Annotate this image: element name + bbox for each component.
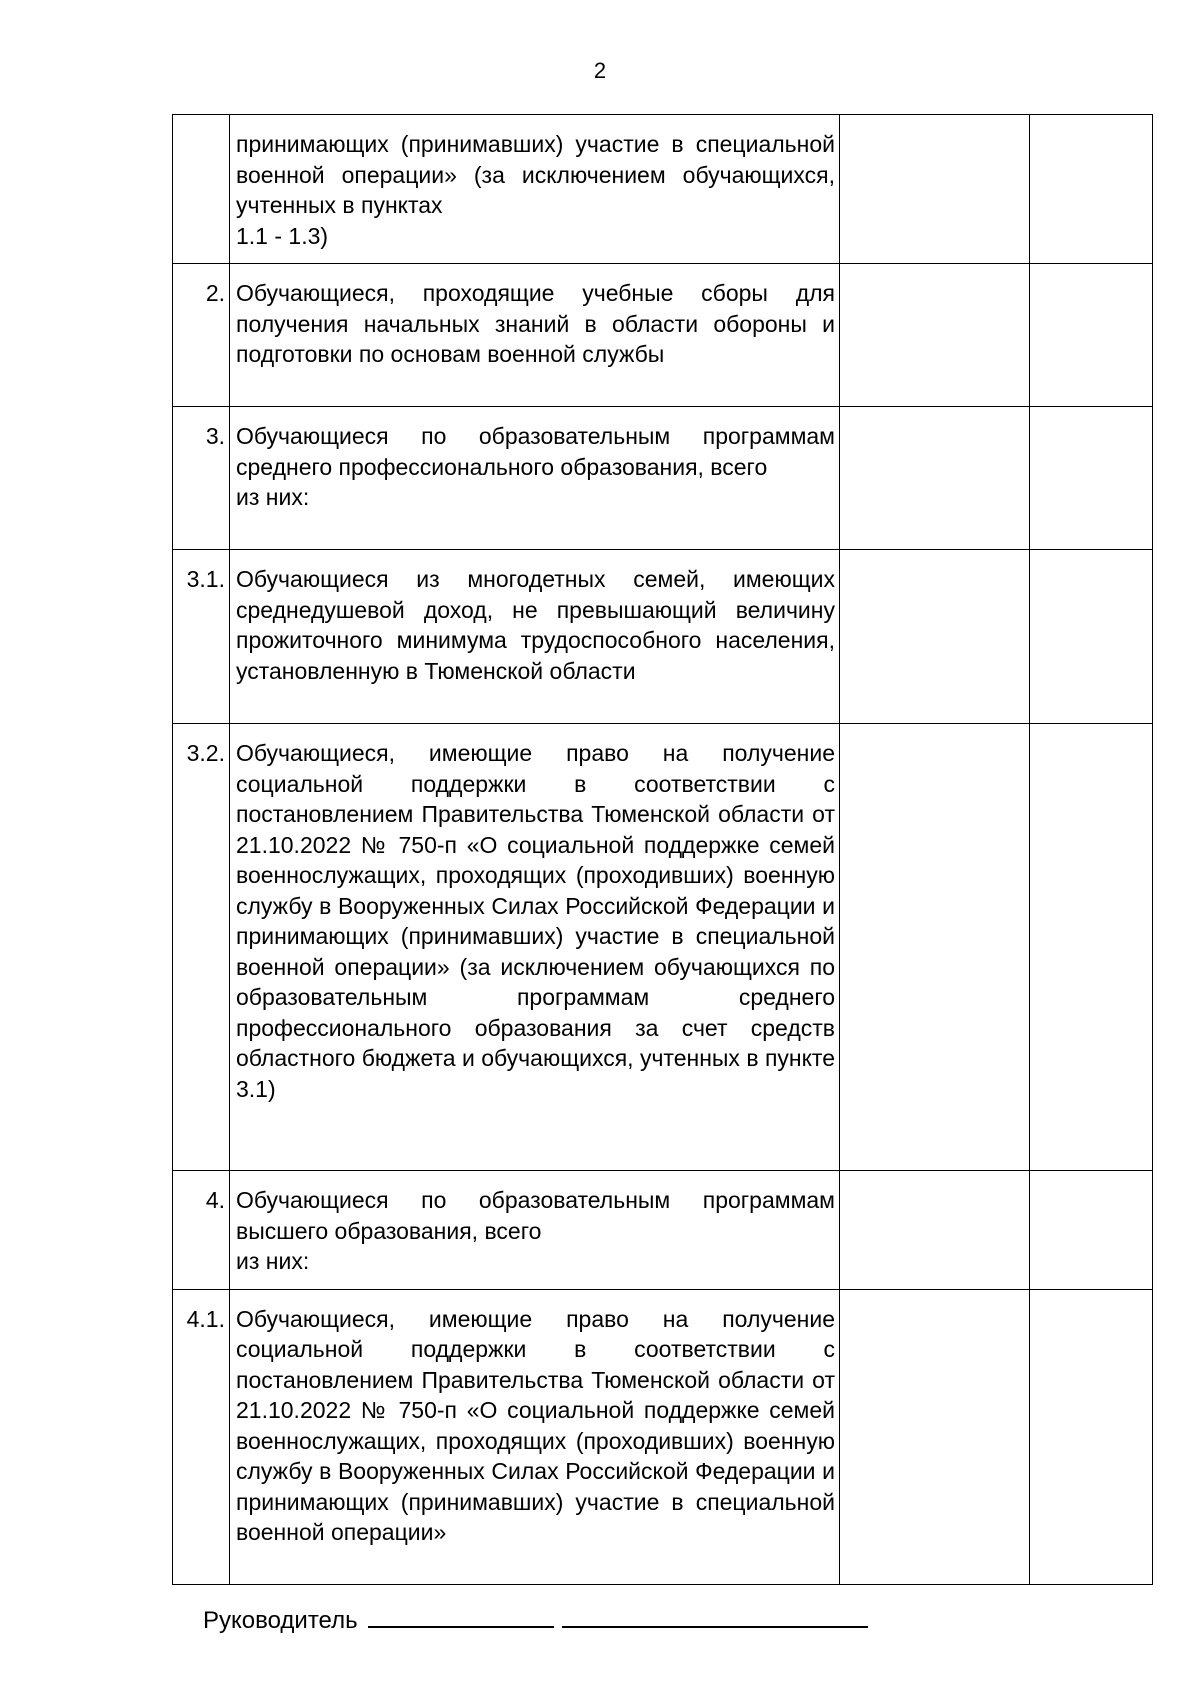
value-cell — [1030, 724, 1153, 1171]
row-text-main: Обучающиеся, имеющие право на получение социальной поддержки в соответствии с постановлением Правительства Тюменской области от 21.10.2022 № 750-п «О социальной поддержке семей военнослужащих, проходящих (проходивших) военную службу в Вооруженных Силах Российской Федерации и принимающих (принимавших) участие в специальной военной операции» — [236, 1305, 835, 1545]
row-text — [230, 1171, 840, 1290]
table-row — [173, 115, 1153, 264]
row-text — [230, 264, 840, 407]
row-number: 3.2. — [173, 724, 230, 1171]
table-row — [173, 724, 1153, 1171]
table-row — [173, 1171, 1153, 1290]
row-text-main: Обучающиеся по образовательным программам высшего образования, всего — [236, 1187, 835, 1244]
row-text-tail: 1.1 - 1.3) — [236, 222, 329, 249]
row-text-main: Обучающиеся, проходящие учебные сборы для получения начальных знаний в области обороны и подготовки по основам военной службы — [236, 280, 835, 367]
signature-line[interactable] — [368, 1602, 554, 1628]
value-cell — [1030, 407, 1153, 550]
row-text — [230, 550, 840, 724]
value-cell — [1030, 1171, 1153, 1290]
table-row — [173, 1289, 1153, 1584]
row-text-main: Обучающиеся по образовательным программам среднего профессионального образования, всего — [236, 423, 835, 480]
row-text-main: принимающих (принимавших) участие в специальной военной операции» (за исключением обучающихся, учтенных в пунктах — [236, 131, 835, 218]
report-table — [172, 114, 1153, 1585]
table-row — [173, 550, 1153, 724]
table-row — [173, 264, 1153, 407]
value-cell — [840, 264, 1030, 407]
row-text — [230, 1289, 840, 1584]
row-text — [230, 115, 840, 264]
row-number — [173, 115, 230, 264]
row-text-tail: из них: — [236, 1248, 310, 1274]
row-text — [230, 724, 840, 1171]
signature-block — [203, 1602, 868, 1635]
row-text-main: Обучающиеся из многодетных семей, имеющих среднедушевой доход, не превышающий величину прожиточного минимума трудоспособного населения, установленную в Тюменской области — [236, 566, 835, 684]
row-number: 2. — [173, 264, 230, 407]
value-cell — [1030, 264, 1153, 407]
row-text — [230, 407, 840, 550]
value-cell — [1030, 1289, 1153, 1584]
table-row — [173, 407, 1153, 550]
name-line[interactable] — [562, 1602, 868, 1628]
signature-label: Руководитель — [203, 1607, 358, 1634]
row-number: 3.1. — [173, 550, 230, 724]
value-cell — [1030, 550, 1153, 724]
row-text-main: Обучающиеся, имеющие право на получение социальной поддержки в соответствии с постановлением Правительства Тюменской области от 21.10.2022 № 750-п «О социальной поддержке семей военнослужащих, проходящих (проходивших) военную службу в Вооруженных Силах Российской Федерации и принимающих (принимавших) участие в специальной военной операции» (за исключением обучающихся по образовательным программам среднего профессионального образования за счет средств областного бюджета и обучающихся, учтенных в пункте 3.1) — [236, 740, 835, 1102]
page-number: 2 — [593, 58, 607, 83]
value-cell — [840, 1171, 1030, 1290]
row-number: 4. — [173, 1171, 230, 1290]
value-cell — [1030, 115, 1153, 264]
value-cell — [840, 724, 1030, 1171]
row-number: 3. — [173, 407, 230, 550]
value-cell — [840, 115, 1030, 264]
row-number: 4.1. — [173, 1289, 230, 1584]
value-cell — [840, 407, 1030, 550]
value-cell — [840, 550, 1030, 724]
row-text-tail: из них: — [236, 484, 310, 510]
value-cell — [840, 1289, 1030, 1584]
